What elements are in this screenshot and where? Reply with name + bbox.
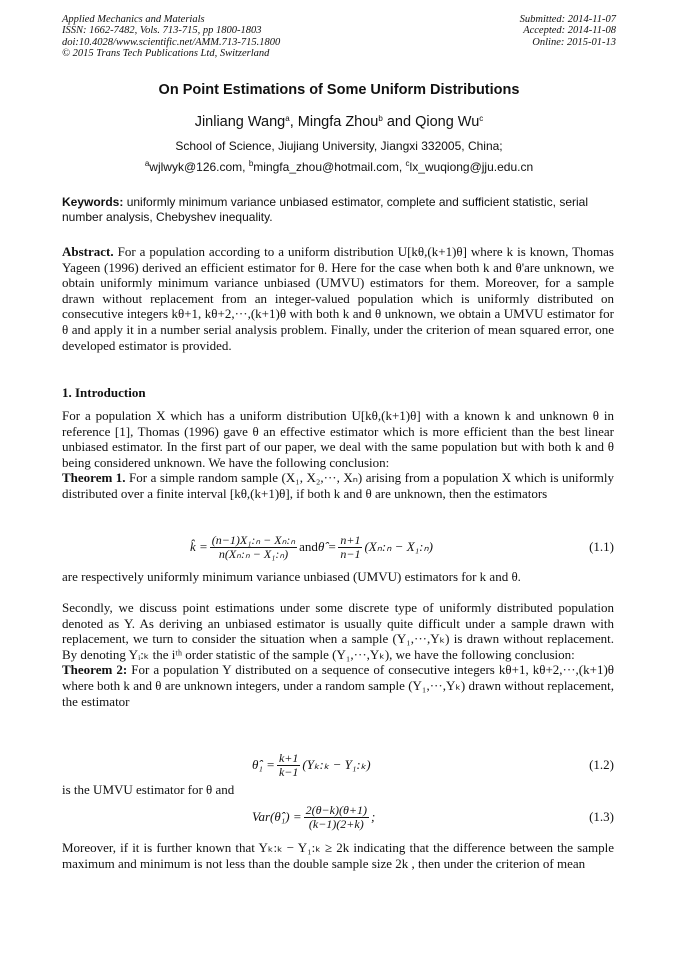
accepted-date: Accepted: 2014-11-08: [523, 25, 616, 37]
author-separator: and: [382, 114, 416, 130]
abstract-label: Abstract.: [62, 244, 114, 259]
email-3-mark: c: [405, 159, 410, 168]
affiliation: School of Science, Jiujiang University, Jiangxi 332005, China;: [175, 139, 503, 153]
equation-number: (1.1): [589, 539, 614, 554]
author-separator: ,: [289, 114, 298, 130]
intro-paragraph-2: [62, 600, 614, 709]
theorem-2-text: For a population Y distributed on a sequence of consecutive integers kθ+1, kθ+2,···,(k+1)θ where both k and θ are unknown integers, under a random sample (Y₁,···,Yₖ) drawn without replacement, the estimator: [62, 662, 614, 709]
eq3-fraction: [304, 804, 369, 831]
journal-name: Applied Mechanics and Materials: [62, 14, 205, 25]
journal-header: [62, 14, 280, 60]
keywords-text: uniformly minimum variance unbiased estimator, complete and sufficient statistic, serial number analysis, Chebyshev inequality.: [62, 195, 589, 224]
eq2-numerator: k+1: [278, 750, 299, 765]
eq1-difference: (Xₙ:ₙ − X₁:ₙ): [364, 539, 433, 554]
email-1: wjlwyk@126.com,: [149, 160, 249, 174]
eq1-and: and: [299, 539, 318, 554]
theorem-2-label: Theorem 2:: [62, 662, 128, 678]
equation-1-2-body: [252, 750, 371, 780]
intro-paragraph-3: Moreover, if it is further known that Yₖ:ₖ − Y₁:ₖ ≥ 2k indicating that the difference between the sample maximum and minimum is not less than the double sample size 2k , then under the criterion of mean: [62, 840, 614, 871]
author-3: Qiong Wu: [415, 114, 480, 130]
equation-1-3-body: [252, 802, 375, 832]
equation-1-2: [62, 750, 614, 780]
eq1-fraction-theta: [338, 534, 362, 561]
eq2-fraction: [277, 752, 300, 779]
author-3-mark: c: [479, 114, 484, 123]
eq3-lhs: Var(θ̂₁) =: [252, 809, 302, 824]
intro-text: For a population X which has a uniform distribution U[kθ,(k+1)θ] with a known k and unknown θ in reference [1], Thomas (1996) gave θ an effective estimator which is more efficient than the best linear unbiased estimator. In the first part of our paper, we deal with the same population but with both k and θ being considered unknown. We have the following conclusion:: [62, 408, 614, 470]
eq1-denominator-theta: n−1: [340, 546, 361, 561]
keywords: [62, 195, 616, 225]
eq3-numerator: 2(θ−k)(θ+1): [305, 802, 367, 817]
email-list: [62, 160, 616, 174]
issn-line: ISSN: 1662-7482, Vols. 713-715, pp 1800-1803: [62, 25, 262, 37]
author-2: Mingfa Zhou: [297, 114, 379, 130]
paragraph-2-text: Secondly, we discuss point estimations under some discrete type of uniformly distributed population denoted as Y. As deriving an unbiased estimator is usually quite difficult under a sample drawn with replacement, we turn to consider the situation when a sample (Y₁,···,Yₖ) is drawn without replacement. By denoting Yᵢ:ₖ the iᵗʰ order statistic of the sample (Y₁,···,Yₖ), we have the following conclusion:: [62, 600, 614, 662]
author-2-mark: b: [378, 114, 383, 123]
section-heading: 1. Introduction: [62, 385, 146, 400]
eq1-numerator-k: (n−1)X₁:ₙ − Xₙ:ₙ: [211, 532, 296, 547]
email-2-mark: b: [248, 159, 254, 168]
online-date: Online: 2015-01-13: [532, 36, 616, 48]
equation-1-1-body: [190, 532, 433, 562]
copyright-line: © 2015 Trans Tech Publications Ltd, Switzerland: [62, 48, 270, 60]
author-1-mark: a: [285, 114, 290, 123]
eq2-difference: (Yₖ:ₖ − Y₁:ₖ): [302, 757, 371, 772]
theorem-1-label: Theorem 1.: [62, 470, 126, 486]
eq1-lhs-k: k̂ =: [190, 539, 208, 554]
paper-title: On Point Estimations of Some Uniform Distributions: [158, 82, 520, 98]
eq1-numerator-theta: n+1: [340, 532, 361, 547]
intro-paragraph-1: [62, 408, 614, 502]
equation-1-1: [62, 532, 614, 562]
eq2-lhs: θ̂₁ =: [252, 757, 275, 772]
eq2-denominator: k−1: [278, 764, 299, 779]
equation-number: (1.2): [589, 757, 614, 772]
doi-line: doi:10.4028/www.scientific.net/AMM.713-715.1800: [62, 36, 281, 48]
email-2: mingfa_zhou@hotmail.com,: [253, 160, 406, 174]
eq3-denominator: (k−1)(2+k): [308, 816, 364, 831]
after-equation-2: is the UMVU estimator for θ and: [62, 782, 235, 797]
keywords-label: Keywords:: [62, 195, 124, 209]
submitted-date: Submitted: 2014-11-07: [519, 14, 616, 25]
equation-1-3: [62, 802, 614, 832]
author-list: [62, 114, 616, 130]
after-equation-1: are respectively uniformly minimum variance unbiased (UMVU) estimators for k and θ.: [62, 569, 521, 584]
eq1-fraction-k: [210, 534, 297, 561]
dates-header: [520, 14, 616, 48]
theorem-1-text: For a simple random sample (X₁, X₂,···, Xₙ) arising from a population X which is uniformly distributed over a finite interval [kθ,(k+1)θ], if both k and θ are unknown, then the estimators: [62, 470, 614, 501]
abstract-text: For a population according to a uniform distribution U[kθ,(k+1)θ] where k is known, Thomas Yageen (1996) derived an efficient estimator for θ. Here for the case when both k and θ'are unknown, we obtain uniformly minimum variance unbiased (UMVU) estimators for them. Moreover, for a sample drawn without replacement from an integer-valued population which is uniformly distributed on consecutive integers kθ+1, kθ+2,···,(k+1)θ with both k and θ unknown, we obtain a UMVU estimator for θ and apply it in a number serial analysis problem. Finally, under the criterion of mean squared error, one developed estimator is provided.: [62, 244, 614, 353]
eq1-lhs-theta: θ̂ =: [317, 539, 337, 554]
author-1: Jinliang Wang: [194, 114, 286, 130]
email-1-mark: a: [144, 159, 150, 168]
email-3: lx_wuqiong@jju.edu.cn: [409, 160, 534, 174]
abstract: [62, 244, 614, 353]
eq3-semicolon: ;: [370, 809, 376, 824]
eq1-denominator-k: n(Xₙ:ₙ − X₁:ₙ): [218, 546, 289, 561]
equation-number: (1.3): [589, 809, 614, 824]
